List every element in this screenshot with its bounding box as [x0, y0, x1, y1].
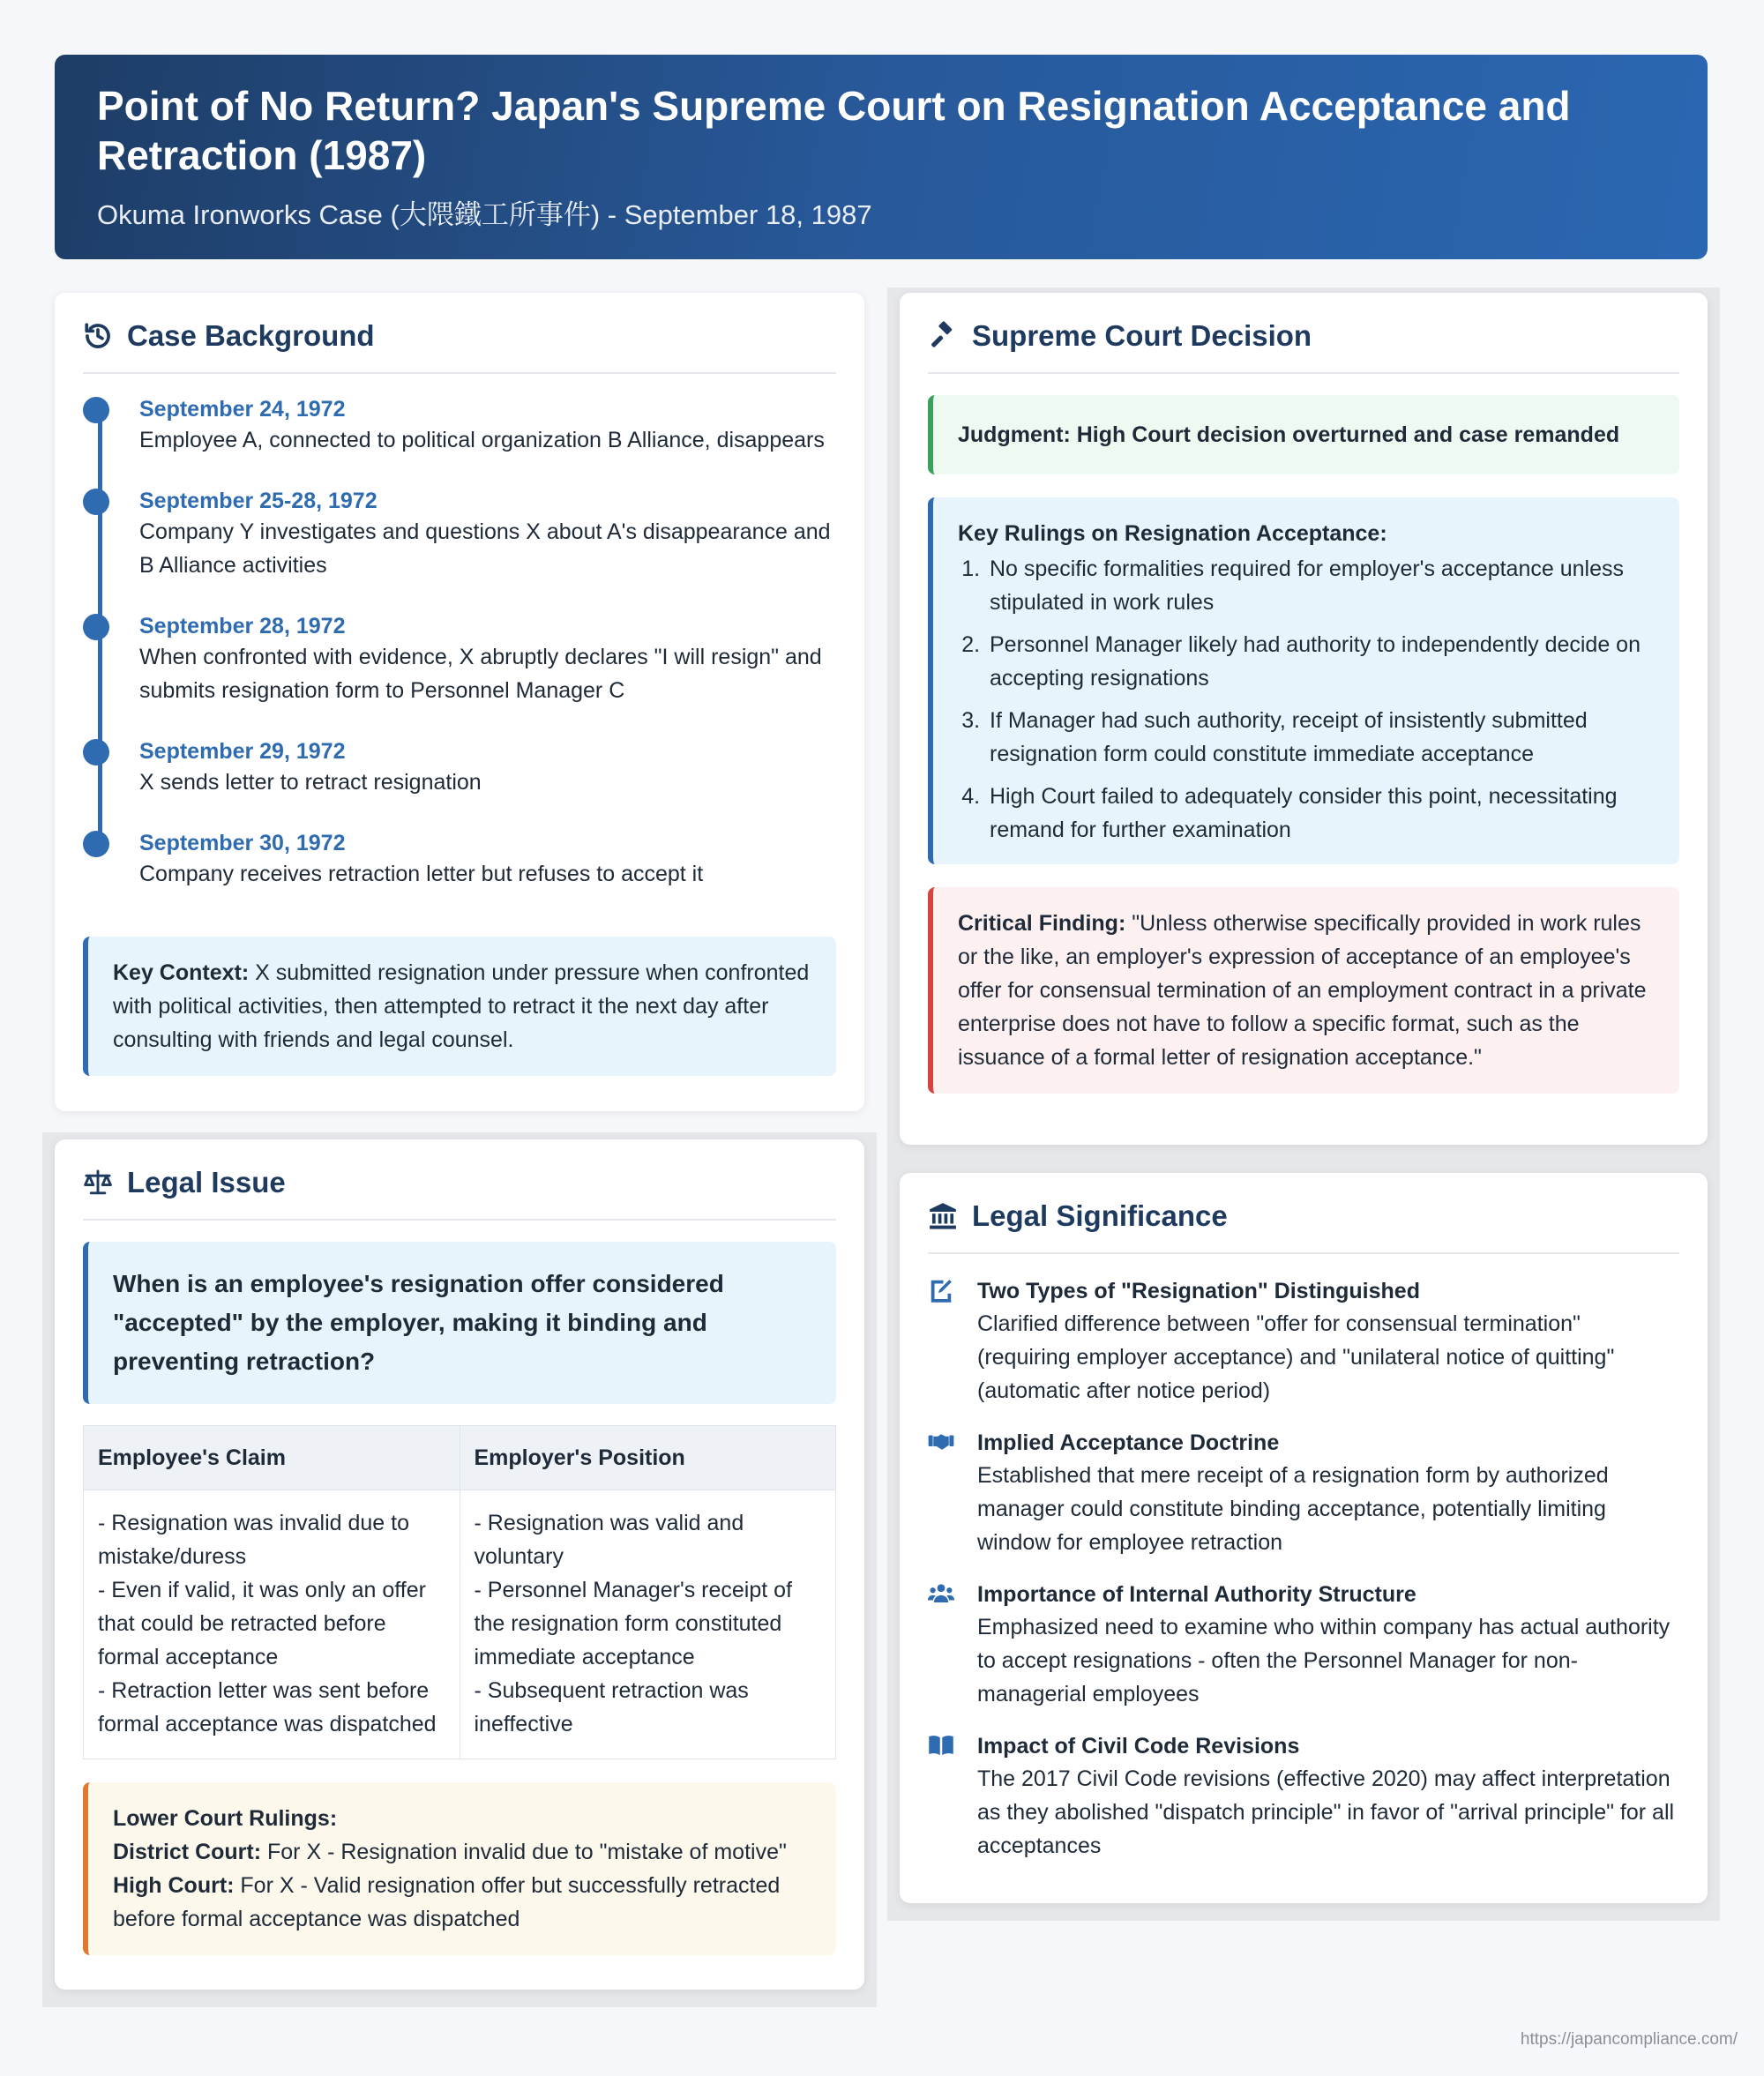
timeline-text: When confronted with evidence, X abruptly declares "I will resign" and submits resignation form to Personnel Manager C: [139, 645, 822, 703]
ruling-item: 1. No specific formalities required for employer's acceptance unless stipulated in work rules: [986, 552, 1655, 619]
timeline-date: September 30, 1972: [139, 831, 346, 855]
employee-claim-point: - Resignation was invalid due to mistake/duress: [98, 1511, 409, 1569]
key-rulings-callout: [928, 497, 1679, 864]
decision-heading: [928, 319, 1679, 374]
history-icon: [83, 321, 113, 351]
legal-issue-title: Legal Issue: [127, 1166, 286, 1199]
users-icon: [928, 1580, 954, 1607]
handshake-icon: [928, 1429, 954, 1455]
employer-position-point: - Personnel Manager's receipt of the resignation form constituted immediate acceptance: [474, 1578, 793, 1669]
timeline-item: [139, 829, 836, 891]
gavel-icon: [928, 321, 958, 351]
timeline: [83, 395, 836, 891]
timeline-date: September 28, 1972: [139, 614, 346, 638]
high-court-ruling: [113, 1869, 811, 1936]
employer-position-header: Employer's Position: [460, 1426, 836, 1490]
critical-finding-text: "Unless otherwise specifically provided in work rules or the like, an employer's expression of acceptance of an employee's offer for consensual termination of an employment contract in a private enterprise does not have to follow a specific format, such as the issuance of a formal letter of resignation acceptance.": [958, 911, 1647, 1070]
legal-question-callout: [83, 1242, 836, 1404]
timeline-dot: [83, 489, 109, 515]
landmark-icon: [928, 1201, 958, 1231]
employer-position-point: - Resignation was valid and voluntary: [474, 1511, 744, 1569]
timeline-date: September 24, 1972: [139, 397, 346, 422]
district-court-label: District Court:: [113, 1840, 262, 1864]
significance-item-title: Impact of Civil Code Revisions: [977, 1734, 1300, 1759]
ruling-item: 2. Personnel Manager likely had authority to independently decide on accepting resignations: [986, 628, 1655, 695]
ruling-item: 4. High Court failed to adequately consider this point, necessitating remand for further examination: [986, 780, 1655, 847]
timeline-item: [139, 487, 836, 582]
significance-item-title: Implied Acceptance Doctrine: [977, 1430, 1280, 1455]
table-row: [84, 1490, 836, 1759]
scales-icon: [83, 1168, 113, 1198]
page-subtitle: Okuma Ironworks Case (大隈鐵工所事件) - September 18, 1987: [97, 199, 872, 230]
high-court-text: For X - Valid resignation offer but successfully retracted before formal acceptance was dispatched: [113, 1873, 781, 1931]
key-rulings-title: Key Rulings on Resignation Acceptance:: [958, 521, 1387, 546]
legal-issue-card: [55, 1139, 864, 1990]
case-background-title: Case Background: [127, 319, 375, 352]
legal-significance-card: [900, 1173, 1708, 1903]
timeline-item: [139, 395, 836, 457]
significance-item: [928, 1730, 1679, 1863]
legal-significance-title: Legal Significance: [972, 1199, 1228, 1232]
case-background-card: [55, 293, 864, 1111]
timeline-item: [139, 737, 836, 799]
employee-claim-cell: [84, 1490, 460, 1759]
employee-claim-point: - Even if valid, it was only an offer that could be retracted before formal acceptance: [98, 1578, 426, 1669]
judgment-callout: [928, 395, 1679, 474]
district-court-ruling: [113, 1835, 811, 1869]
significance-item-title: Two Types of "Resignation" Distinguished: [977, 1279, 1420, 1303]
signature-icon: [928, 1277, 954, 1303]
timeline-dot: [83, 831, 109, 857]
timeline-text: Company Y investigates and questions X about A's disappearance and B Alliance activities: [139, 519, 831, 578]
significance-item: [928, 1275, 1679, 1408]
employer-position-cell: [460, 1490, 836, 1759]
table-header-row: [84, 1426, 836, 1490]
legal-question: When is an employee's resignation offer considered "accepted" by the employer, making it binding and preventing retraction?: [113, 1270, 724, 1375]
employer-position-point: - Subsequent retraction was ineffective: [474, 1678, 749, 1736]
significance-item-text: Emphasized need to examine who within company has actual authority to accept resignations - often the Personnel Manager for non-managerial employees: [977, 1615, 1671, 1706]
timeline-dot: [83, 397, 109, 423]
timeline-item: [139, 612, 836, 707]
book-icon: [928, 1732, 954, 1759]
timeline-date: September 25-28, 1972: [139, 489, 377, 513]
significance-item-title: Importance of Internal Authority Structure: [977, 1582, 1416, 1607]
key-rulings-list: [986, 552, 1655, 847]
supreme-court-decision-card: [900, 293, 1708, 1145]
critical-finding-label: Critical Finding:: [958, 911, 1126, 936]
lower-court-callout: [83, 1782, 836, 1955]
significance-item-text: Clarified difference between "offer for consensual termination" (requiring employer acceptance) and "unilateral notice of quitting" (automatic after notice period): [977, 1311, 1615, 1403]
footer-url: https://japancompliance.com/: [1520, 2030, 1738, 2049]
critical-finding-callout: [928, 887, 1679, 1094]
significance-item: [928, 1427, 1679, 1559]
legal-issue-heading: [83, 1166, 836, 1221]
employee-claim-point: - Retraction letter was sent before formal acceptance was dispatched: [98, 1678, 437, 1736]
timeline-text: Employee A, connected to political organization B Alliance, disappears: [139, 428, 825, 452]
timeline-text: X sends letter to retract resignation: [139, 770, 482, 795]
timeline-dot: [83, 614, 109, 640]
significance-item: [928, 1579, 1679, 1711]
key-context-callout: [83, 937, 836, 1076]
judgment-text: Judgment: High Court decision overturned and case remanded: [958, 422, 1620, 447]
page-title: Point of No Return? Japan's Supreme Court on Resignation Acceptance and Retraction (1987): [97, 83, 1571, 178]
district-court-text: For X - Resignation invalid due to "mistake of motive": [261, 1840, 787, 1864]
employee-claim-header: Employee's Claim: [84, 1426, 460, 1490]
decision-title: Supreme Court Decision: [972, 319, 1312, 352]
lower-court-title: Lower Court Rulings:: [113, 1806, 338, 1831]
timeline-dot: [83, 739, 109, 765]
significance-item-text: Established that mere receipt of a resignation form by authorized manager could constitute binding acceptance, potentially limiting window for employee retraction: [977, 1463, 1609, 1555]
key-context-text: X submitted resignation under pressure when confronted with political activities, then attempted to retract it the next day after consulting with friends and legal counsel.: [113, 960, 810, 1052]
case-background-heading: [83, 319, 836, 374]
page-header: [55, 55, 1708, 259]
high-court-label: High Court:: [113, 1873, 235, 1898]
ruling-item: 3. If Manager had such authority, receipt of insistently submitted resignation form could constitute immediate acceptance: [986, 704, 1655, 771]
claims-table: [83, 1425, 836, 1759]
significance-item-text: The 2017 Civil Code revisions (effective 2020) may affect interpretation as they abolished "dispatch principle" in favor of "arrival principle" for all acceptances: [977, 1766, 1675, 1858]
legal-significance-heading: [928, 1199, 1679, 1254]
key-context-label: Key Context:: [113, 960, 250, 985]
timeline-text: Company receives retraction letter but refuses to accept it: [139, 862, 704, 886]
timeline-date: September 29, 1972: [139, 739, 346, 764]
